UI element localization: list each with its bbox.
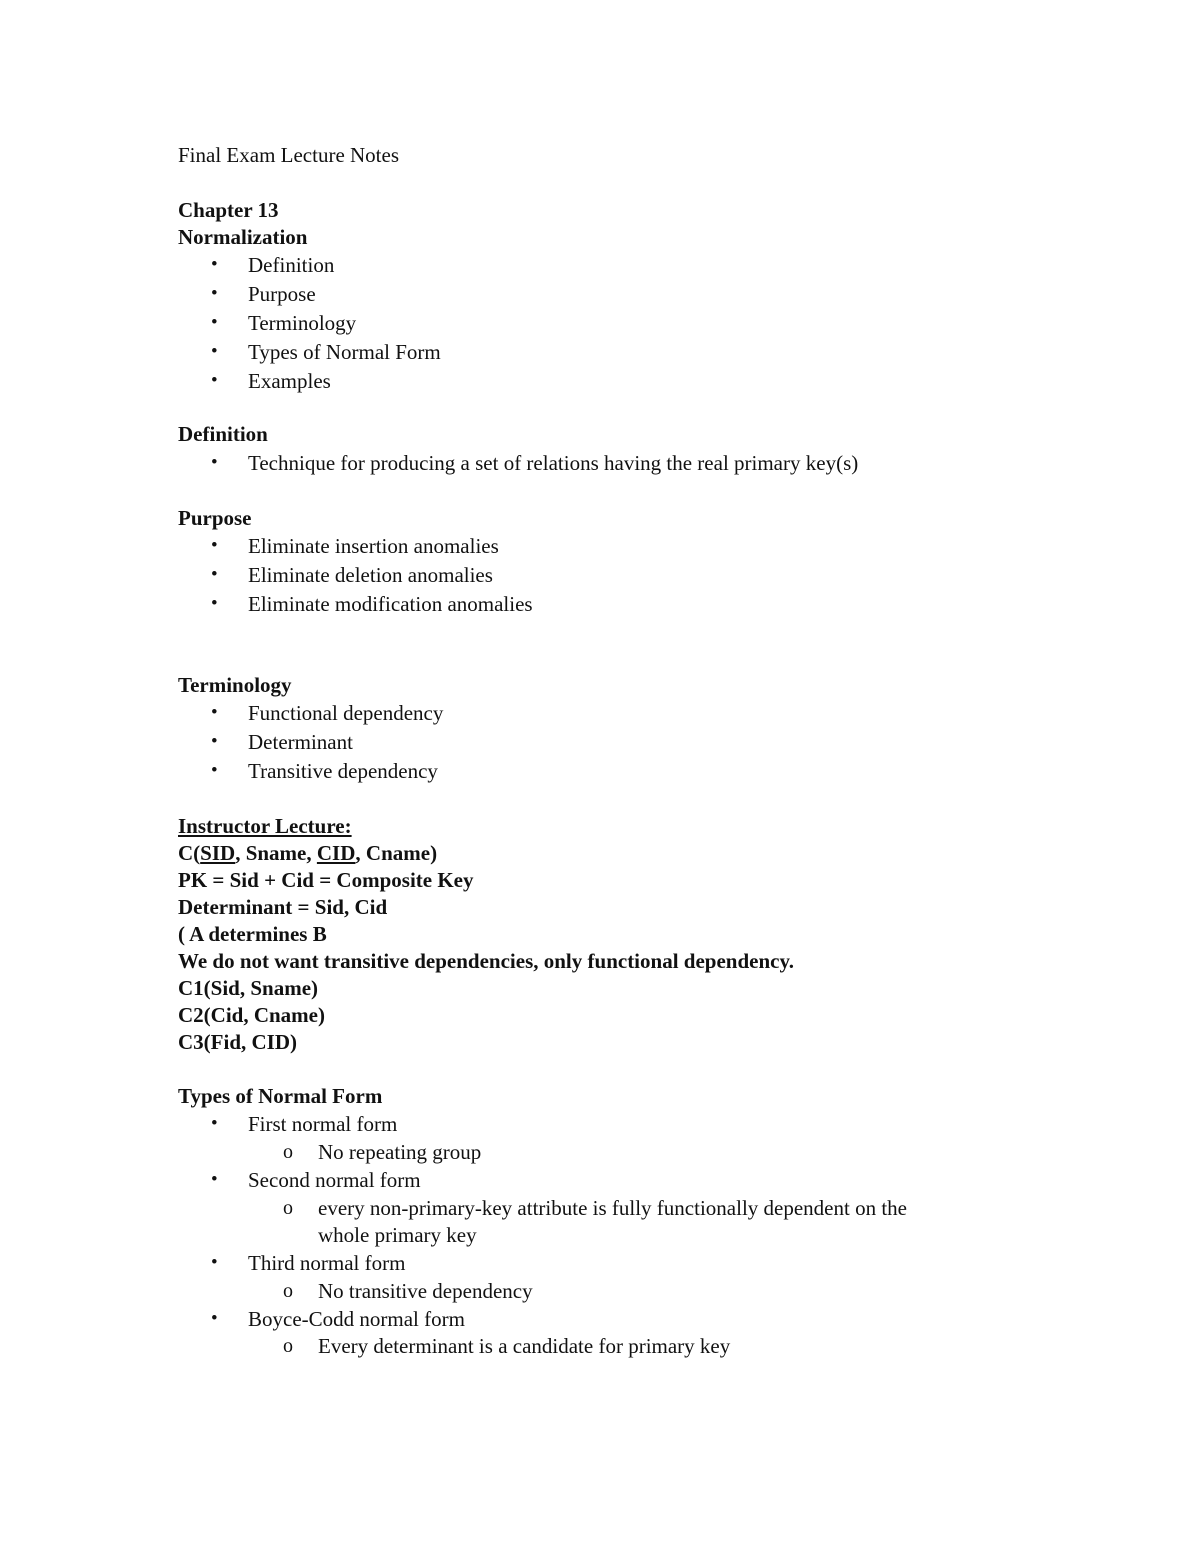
bullet-icon: • [211,452,218,473]
list-item: Transitive dependency [248,759,438,783]
lecture-line: ( A determines B [178,922,327,946]
lecture-line: C2(Cid, Cname) [178,1003,325,1027]
list-item: Boyce-Codd normal form [248,1307,465,1331]
list-item: Determinant [248,730,353,754]
sub-bullet-icon: o [283,1197,293,1219]
sub-list-item: No transitive dependency [318,1279,533,1303]
sub-list-item: every non-primary-key attribute is fully functionally dependent on the [318,1196,907,1220]
bullet-icon: • [211,254,218,275]
list-item: Definition [248,253,335,277]
lecture-line: C1(Sid, Sname) [178,976,319,1000]
bullet-icon: • [211,731,218,752]
bullet-icon: • [211,370,218,391]
bullet-icon: • [211,702,218,723]
lecture-line: We do not want transitive dependencies, only functional dependency. [178,949,795,973]
key-cid: CID [316,841,356,865]
list-item: First normal form [248,1112,398,1136]
list-item: Eliminate insertion anomalies [248,534,499,558]
list-item: Eliminate modification anomalies [248,592,533,616]
sub-list-item-continued: whole primary key [318,1223,477,1247]
sub-list-item: Every determinant is a candidate for primary key [318,1334,731,1358]
sub-bullet-icon: o [283,1335,293,1357]
bullet-icon: • [211,1252,218,1273]
list-item: Third normal form [248,1251,406,1275]
sub-list-item: No repeating group [318,1140,482,1164]
bullet-icon: • [211,760,218,781]
list-item: Eliminate deletion anomalies [248,563,493,587]
normalization-heading: Normalization [178,225,308,249]
relation-prefix: C( [178,841,201,865]
lecture-heading: Instructor Lecture: [178,814,352,838]
list-item: Terminology [248,311,357,335]
terminology-heading: Terminology [178,673,292,697]
list-item: Second normal form [248,1168,421,1192]
purpose-heading: Purpose [178,506,252,530]
bullet-icon: • [211,1169,218,1190]
lecture-line: PK = Sid + Cid = Composite Key [178,868,474,892]
lecture-line: C3(Fid, CID) [178,1030,297,1054]
bullet-icon: • [211,1113,218,1134]
list-item: Examples [248,369,331,393]
normal-forms-heading: Types of Normal Form [178,1084,383,1108]
document-title: Final Exam Lecture Notes [178,143,400,167]
bullet-icon: • [211,1308,218,1329]
relation-line [178,840,437,866]
key-sid: SID [200,841,236,865]
chapter-heading: Chapter 13 [178,198,279,222]
lecture-line: Determinant = Sid, Cid [178,895,388,919]
bullet-icon: • [211,593,218,614]
bullet-icon: • [211,564,218,585]
list-item: Technique for producing a set of relations having the real primary key(s) [248,451,859,475]
sub-bullet-icon: o [283,1141,293,1163]
bullet-icon: • [211,312,218,333]
relation-mid: , Sname, [235,841,317,865]
list-item: Functional dependency [248,701,444,725]
bullet-icon: • [211,341,218,362]
bullet-icon: • [211,283,218,304]
relation-suffix: , Cname) [355,841,438,865]
list-item: Purpose [248,282,316,306]
list-item: Types of Normal Form [248,340,441,364]
sub-bullet-icon: o [283,1280,293,1302]
definition-heading: Definition [178,422,268,446]
bullet-icon: • [211,535,218,556]
